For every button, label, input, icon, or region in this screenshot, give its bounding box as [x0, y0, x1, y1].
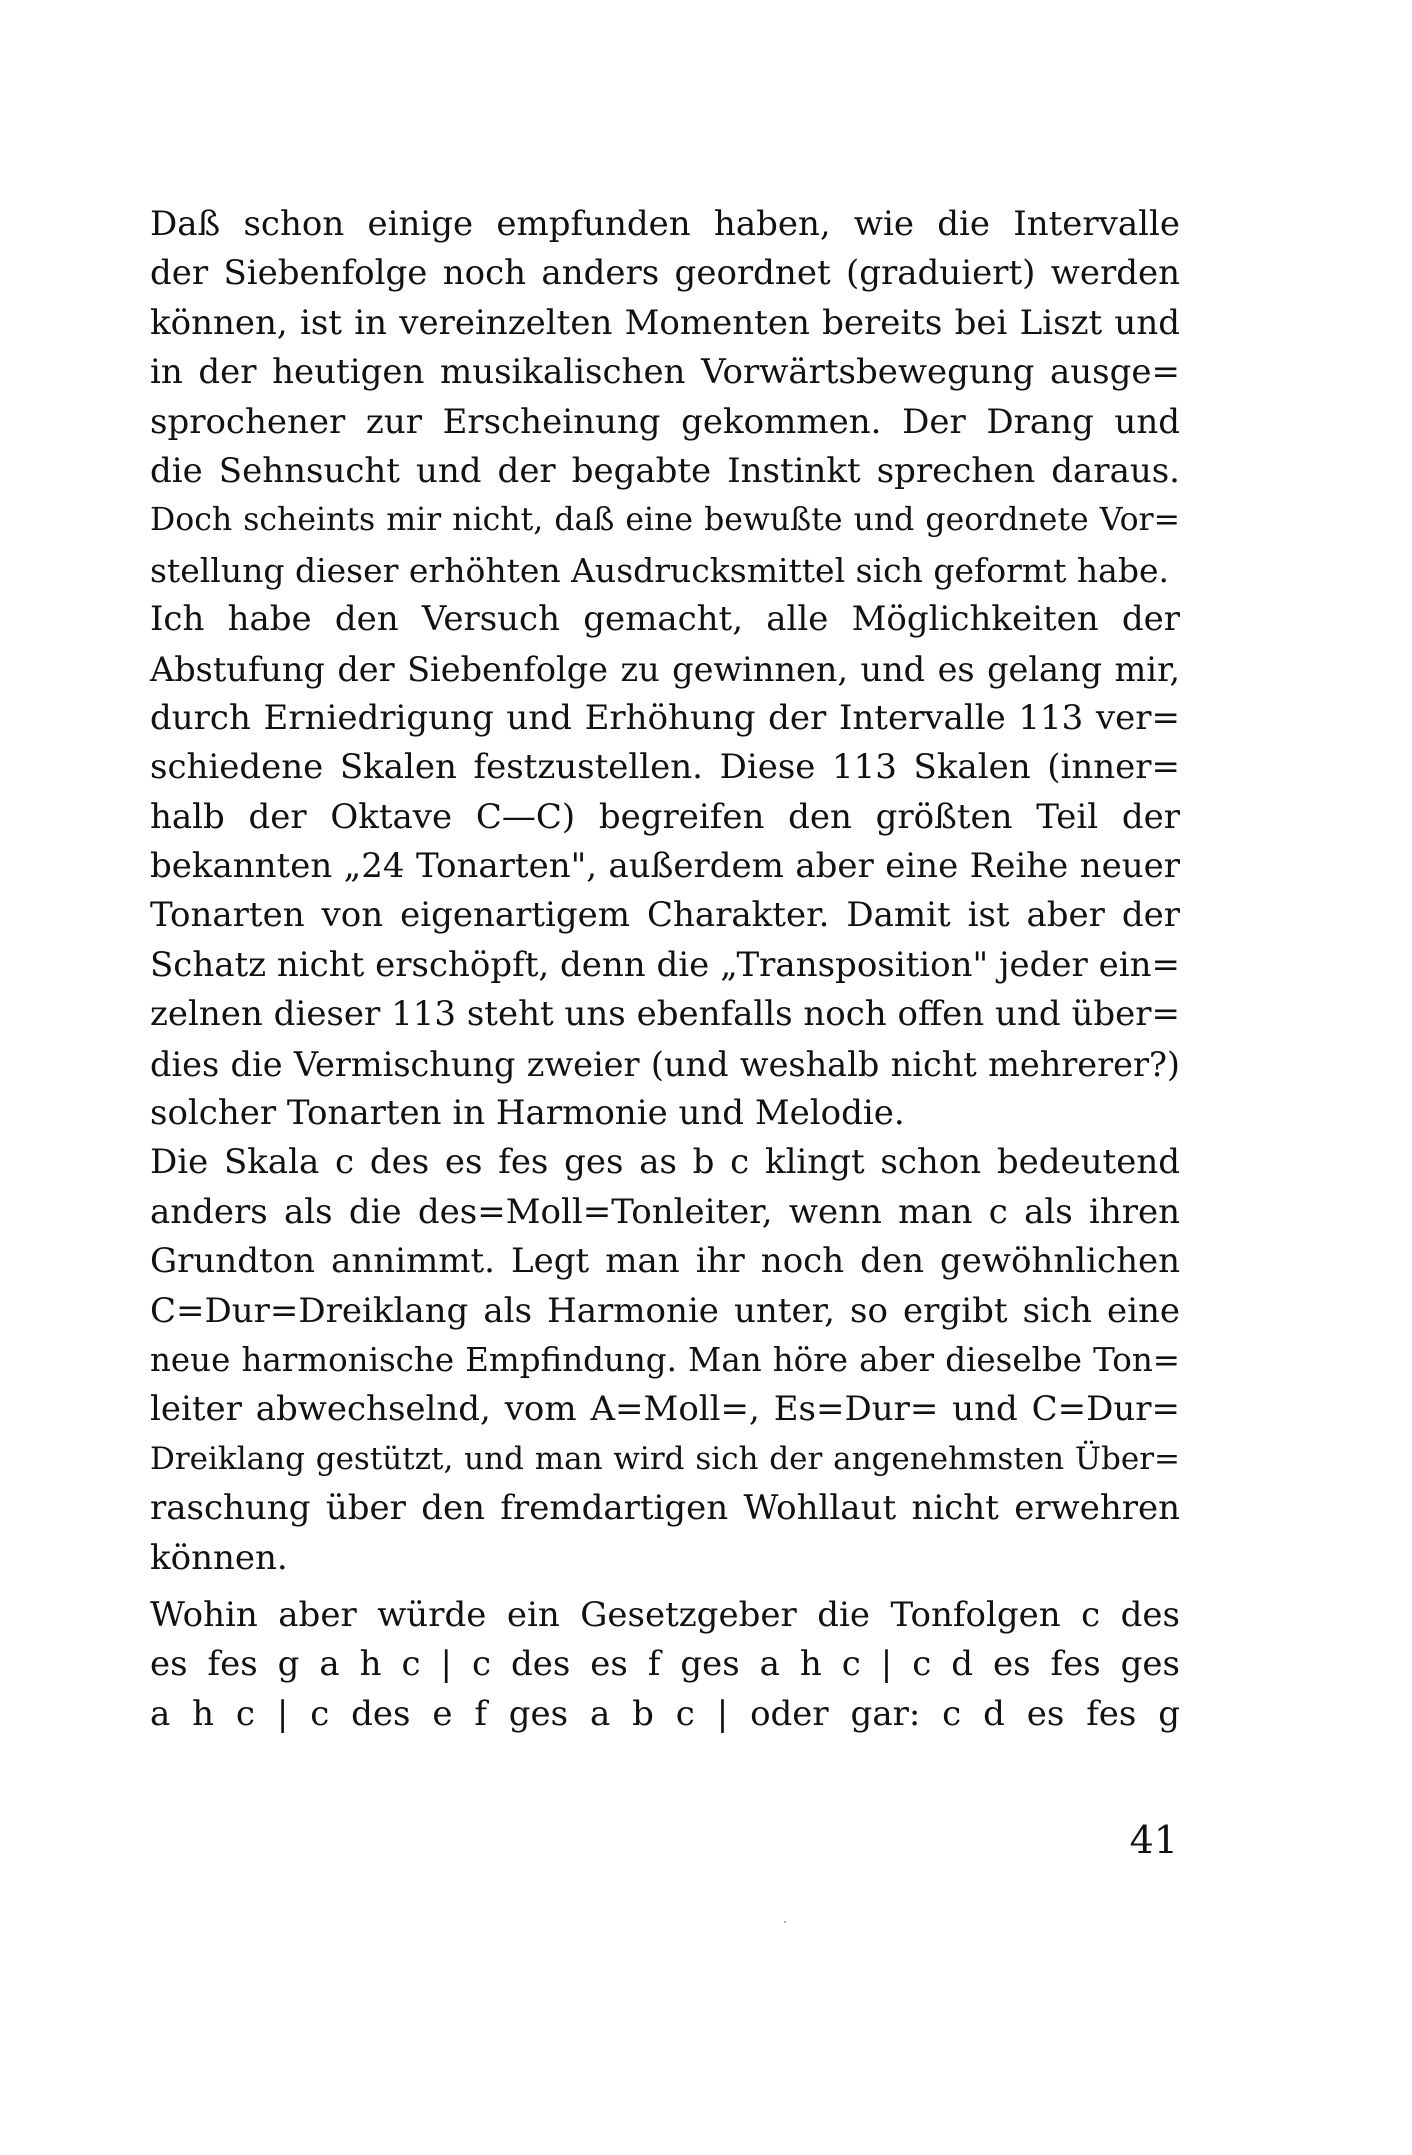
- text-line: solcher Tonarten in Harmonie und Melodie.: [150, 1093, 905, 1134]
- text-line: der Siebenfolge noch anders geordnet (graduiert) werden: [150, 253, 1180, 294]
- text-line: dies die Vermischung zweier (und weshalb nicht mehrerer?): [150, 1044, 1180, 1084]
- text-line: raschung über den fremdartigen Wohllaut nicht erwehren: [150, 1488, 1180, 1529]
- text-line: können.: [150, 1537, 288, 1578]
- text-line: Ich habe den Versuch gemacht, alle Möglichkeiten der: [150, 599, 1180, 640]
- text-line: Doch scheints mir nicht, daß eine bewußte und geordnete Vor=: [150, 502, 1180, 539]
- text-line: Tonarten von eigenartigem Charakter. Damit ist aber der: [150, 895, 1180, 936]
- page-number: 41: [1129, 1818, 1178, 1862]
- text-line: die Sehnsucht und der begabte Instinkt sprechen daraus.: [150, 450, 1180, 491]
- text-line: bekannten „24 Tonarten", außerdem aber eine Reihe neuer: [150, 846, 1180, 887]
- text-line: schiedene Skalen festzustellen. Diese 113 Skalen (inner=: [150, 747, 1180, 788]
- text-line: Daß schon einige empfunden haben, wie die Intervalle: [150, 204, 1180, 244]
- text-line: halb der Oktave C—C) begreifen den größten Teil der: [150, 796, 1180, 837]
- text-line: stellung dieser erhöhten Ausdrucksmittel sich geformt habe.: [150, 550, 1169, 590]
- text-line: a h c | c des e f ges a b c | oder gar: c d es fes g: [150, 1693, 1180, 1734]
- text-line: Grundton annimmt. Legt man ihr noch den gewöhnlichen: [150, 1241, 1180, 1282]
- body-text: [150, 200, 1180, 1739]
- text-line: Dreiklang gestützt, und man wird sich der angenehmsten Über=: [150, 1440, 1180, 1477]
- text-line: es fes g a h c | c des es f ges a h c | c d es fes ges: [150, 1644, 1180, 1685]
- text-line: sprochener zur Erscheinung gekommen. Der Drang und: [150, 401, 1180, 442]
- text-line: Abstufung der Siebenfolge zu gewinnen, und es gelang mir,: [150, 649, 1180, 689]
- text-line: in der heutigen musikalischen Vorwärtsbewegung ausge=: [150, 352, 1180, 393]
- text-line: Die Skala c des es fes ges as b c klingt schon bedeutend: [150, 1142, 1180, 1183]
- text-line: können, ist in vereinzelten Momenten bereits bei Liszt und: [150, 302, 1180, 343]
- text-line: neue harmonische Empfindung. Man höre aber dieselbe Ton=: [150, 1340, 1180, 1379]
- text-line: anders als die des=Moll=Tonleiter, wenn man c als ihren: [150, 1191, 1180, 1232]
- text-line: zelnen dieser 113 steht uns ebenfalls noch offen und über=: [150, 994, 1180, 1035]
- text-line: leiter abwechselnd, vom A=Moll=, Es=Dur= und C=Dur=: [150, 1389, 1180, 1430]
- text-line: Schatz nicht erschöpft, denn die „Transposition" jeder ein=: [150, 944, 1180, 985]
- scan-speck: [784, 1921, 786, 1923]
- text-line: durch Erniedrigung und Erhöhung der Intervalle 113 ver=: [150, 697, 1180, 738]
- text-line: C=Dur=Dreiklang als Harmonie unter, so ergibt sich eine: [150, 1290, 1180, 1331]
- text-line: Wohin aber würde ein Gesetzgeber die Tonfolgen c des: [150, 1594, 1180, 1635]
